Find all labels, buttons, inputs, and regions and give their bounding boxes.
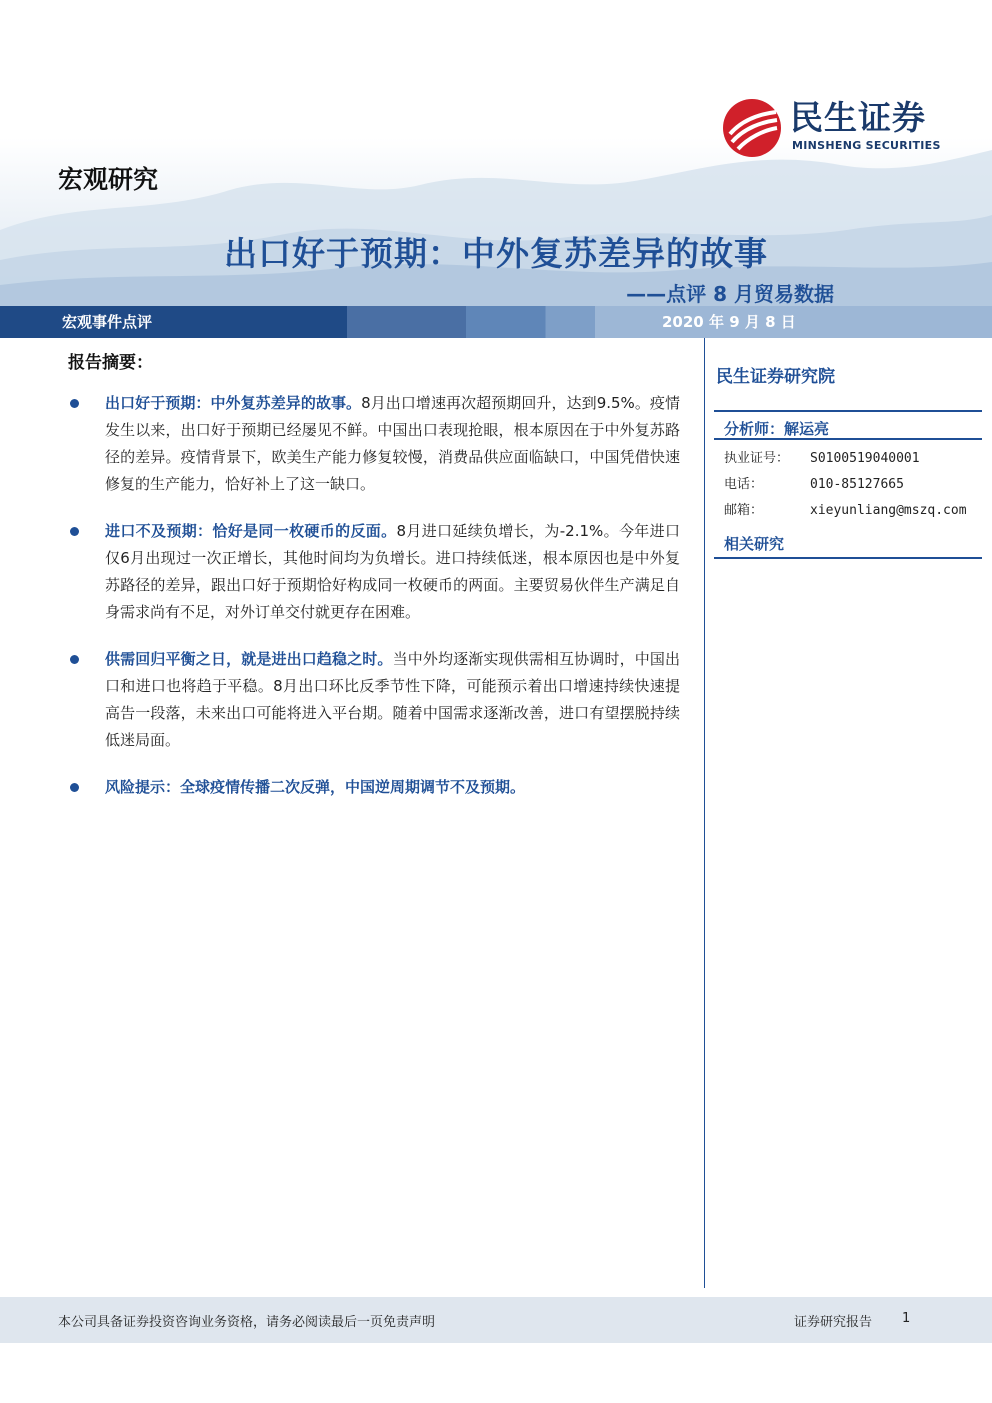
sidebar-rule xyxy=(714,410,982,412)
summary-bullet xyxy=(68,774,680,801)
bullet-dot-icon xyxy=(70,399,79,408)
summary-bullet xyxy=(68,646,680,754)
bullet-dot-icon xyxy=(70,783,79,792)
bullet-text: 当中外均逐渐实现供需相互协调时，中国出口和进口也将趋于平稳。8月出口环比反季节性下降，可能预示着出口增速持续快速提高告一段落，未来出口可能将进入平台期。随着中国需求逐渐改善，进口有望摆脱持续低迷局面。 xyxy=(105,650,680,749)
bullet-text: 8月进口延续负增长，为-2.1%。今年进口仅6月出现过一次正增长，其他时间均为负增长。进口持续低迷，根本原因也是中外复苏路径的差异，跟出口好于预期恰好构成同一枚硬币的两面。主要贸易伙伴生产满足自身需求尚有不足，对外订单交付就更存在困难。 xyxy=(105,522,680,621)
bullet-lead: 进口不及预期：恰好是同一枚硬币的反面。 xyxy=(105,522,397,540)
email-label: 邮箱： xyxy=(724,503,764,518)
minsheng-logo-icon xyxy=(722,98,782,158)
phone-value: 010-85127665 xyxy=(810,477,904,492)
footer-disclaimer: 本公司具备证券投资咨询业务资格，请务必阅读最后一页免责声明 xyxy=(58,1315,436,1330)
summary-bullet xyxy=(68,390,680,498)
report-subtitle: ——点评 8 月贸易数据 xyxy=(626,282,834,306)
bullet-lead: 风险提示：全球疫情传播二次反弹，中国逆周期调节不及预期。 xyxy=(105,778,526,796)
analyst-name: 分析师：解运亮 xyxy=(724,420,830,438)
sidebar-rule xyxy=(714,557,982,559)
institute-name: 民生证券研究院 xyxy=(716,367,835,387)
cert-value: S0100519040001 xyxy=(810,451,920,466)
section-tag: 宏观研究 xyxy=(58,165,159,194)
bullet-lead: 出口好于预期：中外复苏差异的故事。 xyxy=(105,394,362,412)
page-number: 1 xyxy=(902,1311,911,1326)
cert-label: 执业证号： xyxy=(724,451,790,466)
report-category: 宏观事件点评 xyxy=(62,313,153,331)
report-date: 2020 年 9 月 8 日 xyxy=(662,313,796,331)
company-logo xyxy=(722,98,952,158)
summary-list xyxy=(68,390,680,821)
phone-row xyxy=(724,473,904,492)
related-research-heading: 相关研究 xyxy=(724,535,785,553)
bullet-dot-icon xyxy=(70,655,79,664)
logo-chinese-name: 民生证券 xyxy=(790,98,926,137)
bullet-dot-icon xyxy=(70,527,79,536)
cert-row xyxy=(724,447,920,466)
logo-english-name: MINSHENG SECURITIES xyxy=(792,139,941,152)
column-divider xyxy=(704,338,705,1288)
phone-label: 电话： xyxy=(724,477,764,492)
sidebar-rule xyxy=(714,438,982,440)
report-title: 出口好于预期：中外复苏差异的故事 xyxy=(224,234,768,273)
bullet-text: 8月出口增速再次超预期回升，达到9.5%。疫情发生以来，出口好于预期已经屡见不鲜。中国出口表现抢眼，根本原因在于中外复苏路径的差异。疫情背景下，欧美生产能力修复较慢，消费品供应面临缺口，中国凭借快速修复的生产能力，恰好补上了这一缺口。 xyxy=(105,394,680,493)
summary-bullet xyxy=(68,518,680,626)
footer-doc-type: 证券研究报告 xyxy=(794,1315,873,1330)
summary-heading: 报告摘要： xyxy=(68,353,153,373)
email-row xyxy=(724,499,967,518)
bullet-lead: 供需回归平衡之日，就是进出口趋稳之时。 xyxy=(105,650,393,668)
email-link[interactable]: xieyunliang@mszq.com xyxy=(810,503,967,518)
